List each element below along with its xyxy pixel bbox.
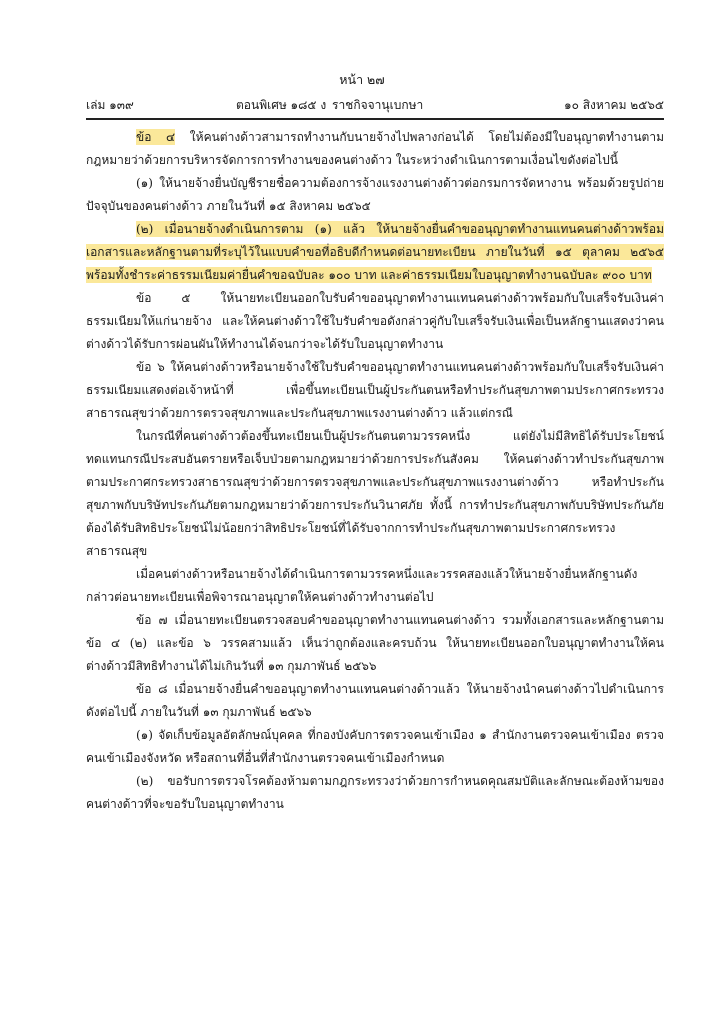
clause-4-label: ข้อ ๔ <box>136 130 176 144</box>
publication-date: ๑๐ สิงหาคม ๒๕๖๕ <box>563 98 664 112</box>
clause-5: ข้อ ๕ ให้นายทะเบียนออกใบรับคำขออนุญาตทำงานแทนคนต่างด้าวพร้อมกับใบเสร็จรับเงินค่าธรรมเนียมให้แก่นายจ้าง และให้คนต่างด้าวใช้ใบรับคำขอดังกล่าวคู่กับใบเสร็จรับเงินเพื่อเป็นหลักฐานแสดงว่าคนต่างด้าวได้รับการผ่อนผันให้ทำงานได้จนกว่าจะได้รับใบอนุญาตทำงาน <box>86 291 664 351</box>
clause-8: ข้อ ๘ เมื่อนายจ้างยื่นคำขออนุญาตทำงานแทนคนต่างด้าวแล้ว ให้นายจ้างนำคนต่างด้าวไปดำเนินการดังต่อไปนี้ ภายในวันที่ ๑๓ กุมภาพันธ์ ๒๕๖๖ <box>86 682 664 719</box>
clause-4-item-1: (๑) ให้นายจ้างยื่นบัญชีรายชื่อความต้องการจ้างแรงงานต่างด้าวต่อกรมการจัดหางาน พร้อมด้วยรูปถ่ายปัจจุบันของคนต่างด้าว ภายในวันที่ ๑๕ สิงหาคม ๒๕๖๕ <box>86 176 664 213</box>
page-number: หน้า ๒๗ <box>339 72 385 87</box>
volume-label: เล่ม ๑๓๙ <box>86 98 134 112</box>
clause-4-item-2 <box>86 218 664 287</box>
clause-6-paragraph-3: เมื่อคนต่างด้าวหรือนายจ้างได้ดำเนินการตามวรรคหนึ่งและวรรคสองแล้วให้นายจ้างยื่นหลักฐานดังกล่าวต่อนายทะเบียนเพื่อพิจารณาอนุญาตให้คนต่างด้าวทำงานต่อไป <box>86 567 638 604</box>
clause-6-paragraph-2: ในกรณีที่คนต่างด้าวต้องขึ้นทะเบียนเป็นผู้ประกันตนตามวรรคหนึ่ง แต่ยังไม่มีสิทธิได้รับประโยชน์ทดแทนกรณีประสบอันตรายหรือเจ็บป่วยตามกฎหมายว่าด้วยการประกันสังคม ให้คนต่างด้าวทำประกันสุขภาพตามประกาศกระทรวงสาธารณสุขว่าด้วยการตรวจสุขภาพและประกันสุขภาพแรงงานต่างด้าว หรือทำประกันสุขภาพกับบริษัทประกันภัยตามกฎหมายว่าด้วยการประกันวินาศภัย ทั้งนี้ การทำประกันสุขภาพกับบริษัทประกันภัยต้องได้รับสิทธิประโยชน์ไม่น้อยกว่าสิทธิประโยชน์ที่ได้รับจากการทำประกันสุขภาพตามประกาศกระทรวงสาธารณสุข <box>86 429 664 558</box>
clause-7: ข้อ ๗ เมื่อนายทะเบียนตรวจสอบคำขออนุญาตทำงานแทนคนต่างด้าว รวมทั้งเอกสารและหลักฐานตามข้อ ๔ (๒) และข้อ ๖ วรรคสามแล้ว เห็นว่าถูกต้องและครบถ้วน ให้นายทะเบียนออกใบอนุญาตทำงานให้คนต่างด้าวมีสิทธิทำงานได้ไม่เกินวันที่ ๑๓ กุมภาพันธ์ ๒๕๖๖ <box>86 613 664 673</box>
clause-8-item-1: (๑) จัดเก็บข้อมูลอัตลักษณ์บุคคล ที่กองบังคับการตรวจคนเข้าเมือง ๑ สำนักงานตรวจคนเข้าเมือง ตรวจคนเข้าเมืองจังหวัด หรือสถานที่อื่นที่สำนักงานตรวจคนเข้าเมืองกำหนด <box>86 728 664 765</box>
clause-4-item-2-highlight: (๒) เมื่อนายจ้างดำเนินการตาม (๑) แล้ว ให้นายจ้างยื่นคำขออนุญาตทำงานแทนคนต่างด้าวพร้อมเอกสารและหลักฐานตามที่ระบุไว้ในแบบคำขอที่อธิบดีกำหนดต่อนายทะเบียน ภายในวันที่ ๑๕ ตุลาคม ๒๕๖๕ พร้อมทั้งชำระค่าธรรมเนียมค่ายื่นคำขอฉบับละ ๑๐๐ บาท และค่าธรรมเนียมใบอนุญาตทำงานฉบับละ ๙๐๐ บาท <box>86 222 664 282</box>
gazette-title: ราชกิจจานุเบกษา <box>332 98 424 112</box>
section-label: ตอนพิเศษ ๑๘๕ ง <box>236 98 327 112</box>
document-body <box>86 126 664 816</box>
clause-6: ข้อ ๖ ให้คนต่างด้าวหรือนายจ้างใช้ใบรับคำขออนุญาตทำงานแทนคนต่างด้าวพร้อมกับใบเสร็จรับเงินค่าธรรมเนียมแสดงต่อเจ้าหน้าที่ เพื่อขึ้นทะเบียนเป็นผู้ประกันตนหรือทำประกันสุขภาพตามประกาศกระทรวงสาธารณสุขว่าด้วยการตรวจสุขภาพและประกันสุขภาพแรงงานต่างด้าว แล้วแต่กรณี <box>86 360 664 420</box>
clause-4 <box>86 126 664 172</box>
gazette-header <box>86 96 664 114</box>
header-rule <box>86 118 664 120</box>
clause-4-text: ให้คนต่างด้าวสามารถทำงานกับนายจ้างไปพลางก่อนได้ โดยไม่ต้องมีใบอนุญาตทำงานตามกฎหมายว่าด้วยการบริหารจัดการการทำงานของคนต่างด้าว ในระหว่างดำเนินการตามเงื่อนไขดังต่อไปนี้ <box>86 130 664 167</box>
clause-8-item-2: (๒) ขอรับการตรวจโรคต้องห้ามตามกฎกระทรวงว่าด้วยการกำหนดคุณสมบัติและลักษณะต้องห้ามของคนต่างด้าวที่จะขอรับใบอนุญาตทำงาน <box>86 774 664 811</box>
